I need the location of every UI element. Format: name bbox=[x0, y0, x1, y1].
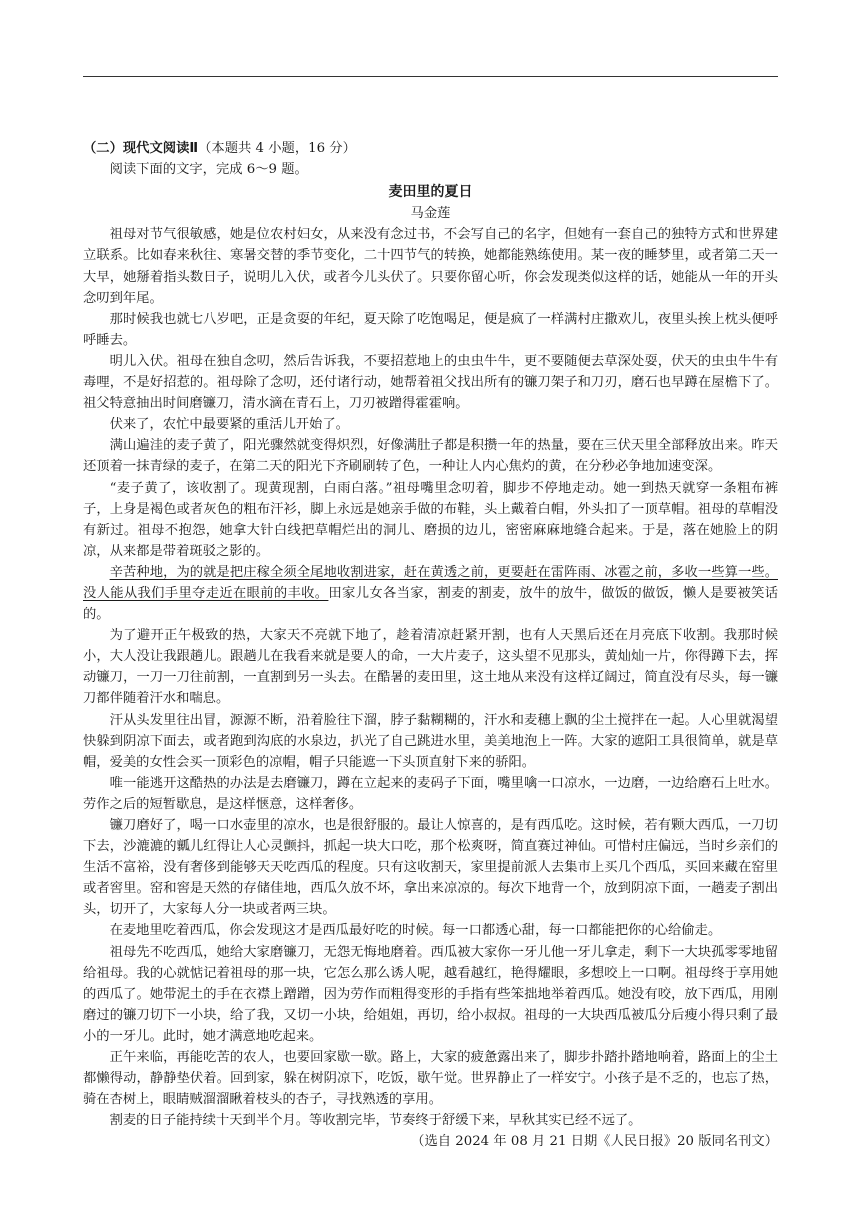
section-heading bbox=[83, 138, 778, 159]
paragraph-rest: 田家儿女各当家，割麦的割麦，放牛的放牛，做饭的做饭，懒人是要被笑话的。 bbox=[83, 585, 779, 623]
underlined-sentence: 辛苦种地，为的就是把庄稼全须全尾地收割进家，赶在黄透之前，更要赶在雷阵雨、冰雹之前，多收一些算一些。没人能从我们手里夺走近在眼前的丰收。 bbox=[83, 564, 778, 601]
paragraph: 那时候我也就七八岁吧，正是贪耍的年纪，夏天除了吃饱喝足，便是疯了一样满村庄撒欢儿，夜里头挨上枕头便呼呼睡去。 bbox=[83, 311, 778, 348]
paragraph: 在麦地里吃着西瓜，你会发现这才是西瓜最好吃的时候。每一口都透心甜，每一口都能把你的心给偷走。 bbox=[109, 923, 722, 939]
source-citation: （选自 2024 年 08 月 21 日期《人民日报》20 版同名刊文） bbox=[411, 1134, 778, 1150]
paragraph: 伏来了，农忙中最要紧的重活儿开始了。 bbox=[109, 417, 349, 433]
article-title: 麦田里的夏日 bbox=[388, 184, 473, 201]
section-note: （本题共 4 小题，16 分） bbox=[198, 141, 356, 156]
instruction: 阅读下面的文字，完成 6～9 题。 bbox=[109, 162, 308, 178]
paragraph: 唯一能逃开这酷热的办法是去磨镰刀，蹲在立起来的麦码子下面，嘴里噙一口凉水，一边磨，一边给磨石上吐水。劳作之后的短暂歇息，是这样惬意，这样奢侈。 bbox=[83, 775, 778, 812]
paragraph: 汗从头发里往出冒，源源不断，沿着脸往下溜，脖子黏糊糊的，汗水和麦穗上飘的尘土搅拌在一起。人心里就渴望快躲到阴凉下面去，或者跑到沟底的水泉边，扒光了自己跳进水里，美美地泡上一阵。大家的遮阳工具很简单，就是草帽，爱美的女性会买一顶彩色的凉帽，帽子只能遮一下头顶直射下来的骄阳。 bbox=[83, 712, 778, 770]
top-divider bbox=[83, 76, 778, 77]
paragraph: 明儿入伏。祖母在独自念叨，然后告诉我，不要招惹地上的虫虫牛牛，更不要随便去草深处耍，伏天的虫虫牛牛有毒哩，不是好招惹的。祖母除了念叨，还付诸行动，她帮着祖父找出所有的镰刀架子和刀刃，磨石也早蹲在屋檐下了。祖父特意抽出时间磨镰刀，清水滴在青石上，刀刃被蹭得霍霍响。 bbox=[83, 353, 778, 412]
page-content bbox=[83, 138, 778, 1153]
paragraph: “麦子黄了，该收割了。现黄现割，白雨白落。”祖母嘴里念叨着，脚步不停地走动。她一到热天就穿一条粗布裤子，上身是褐色或者灰色的粗布汗衫，脚上永远是她亲手做的布鞋，头上戴着白帽，外头扣了一顶草帽。祖母的草帽没有新过。祖母不抱怨，她拿大针白线把草帽烂出的洞儿、磨损的边儿，密密麻麻地缝合起来。于是，落在她脸上的阴凉，从来都是带着斑驳之影的。 bbox=[83, 480, 778, 559]
paragraph: 满山遍洼的麦子黄了，阳光骤然就变得炽烈，好像满肚子都是积攒一年的热量，要在三伏天里全部释放出来。昨天还顶着一抹青绿的麦子，在第二天的阳光下齐刷刷转了色，一种让人内心焦灼的黄，在分秒必争地加速变深。 bbox=[83, 438, 778, 475]
paragraph: 祖母先不吃西瓜，她给大家磨镰刀，无怨无悔地磨着。西瓜被大家你一牙儿他一牙儿拿走，剩下一大块孤零零地留给祖母。我的心就惦记着祖母的那一块，它怎么那么诱人呢，越看越红，艳得耀眼，多想咬上一口啊。祖母终于享用她的西瓜了。她带泥土的手在衣襟上蹭蹭，因为劳作而粗得变形的手指有些笨拙地举着西瓜。她没有咬，放下西瓜，用刚磨过的镰刀切下一小块，给了我，又切一小块，给姐姐，再切，给小叔叔。祖母的一大块西瓜被瓜分后瘦小得只剩了最小的一牙儿。此时，她才满意地吃起来。 bbox=[83, 944, 778, 1044]
section-label: （二）现代文阅读Ⅱ bbox=[83, 141, 199, 156]
paragraph: 镰刀磨好了，喝一口水壶里的凉水，也是很舒服的。最让人惊喜的，是有西瓜吃。这时候，若有颗大西瓜，一刀切下去，沙漉漉的瓤儿红得让人心灵颤抖，抓起一块大口吃，那个松爽呀，简直赛过神仙。可惜村庄偏远，当时乡亲们的生活不富裕，没有奢侈到能够天天吃西瓜的程度。只有这收割天，家里提前派人去集市上买几个西瓜，买回来藏在窑里或者窖里。窑和窖是天然的存储佳地，西瓜久放不坏，拿出来凉凉的。每次下地背一个，放到阴凉下面，一趟麦子割出头，切开了，大家每人分一块或者两三块。 bbox=[83, 818, 778, 918]
paragraph bbox=[83, 562, 778, 625]
paragraph: 为了避开正午极致的热，大家天不亮就下地了，趁着清凉赶紧开割，也有人天黑后还在月亮底下收割。我那时候小，大人没让我跟趟儿。跟趟儿在我看来就是要人的命，一大片麦子，这头望不见那头，黄灿灿一片，你得蹲下去，挥动镰刀，一刀一刀往前割，一直割到另一头去。在酷暑的麦田里，这土地从来没有这样辽阔过，简直没有尽头，每一镰刀都伴随着汗水和喘息。 bbox=[83, 628, 778, 707]
paragraph: 割麦的日子能持续十天到半个月。等收割完毕，节奏终于舒缓下来，早秋其实已经不远了。 bbox=[109, 1113, 642, 1129]
article-author: 马金莲 bbox=[410, 206, 451, 222]
paragraph: 正午来临，再能吃苦的农人，也要回家歇一歇。路上，大家的疲惫露出来了，脚步扑踏扑踏地响着，路面上的尘土都懒得动，静静垫伏着。回到家，躲在树阴凉下，吃饭，歇午觉。世界静止了一样安宁。小孩子是不乏的，也忘了热，骑在杏树上，眼睛贼溜溜瞅着枝头的杏子，寻找熟透的享用。 bbox=[83, 1050, 778, 1108]
paragraph: 祖母对节气很敏感，她是位农村妇女，从来没有念过书，不会写自己的名字，但她有一套自己的独特方式和世界建立联系。比如春来秋往、寒暑交替的季节变化，二十四节气的转换，她都能熟练使用。某一夜的睡梦里，或者第二天一大早，她掰着指头数日子，说明儿入伏，或者今儿头伏了。只要你留心听，你会发现类似这样的话，她能从一年的开头念叨到年尾。 bbox=[83, 227, 778, 306]
